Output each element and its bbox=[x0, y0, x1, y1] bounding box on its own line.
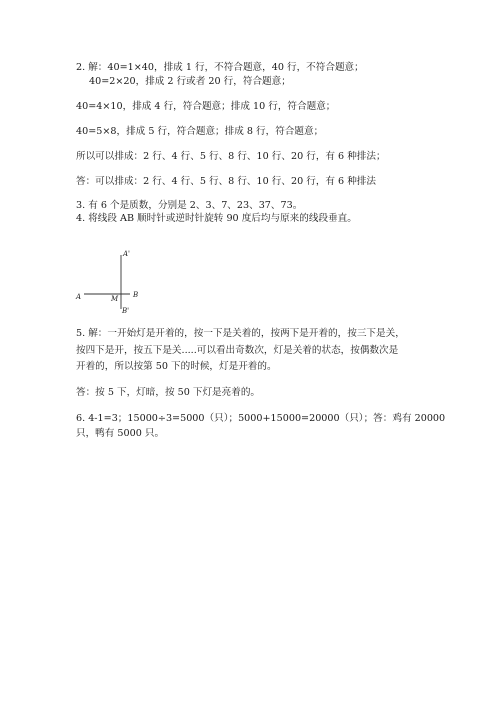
label-b: B bbox=[133, 291, 139, 299]
rotation-figure-svg bbox=[70, 243, 160, 318]
q5-line-3: 开着的，所以按第 50 下的时候，灯是开着的。 bbox=[76, 361, 277, 372]
q4-text: 4. 将线段 AB 顺时针或逆时针旋转 90 度后均与原来的线段垂直。 bbox=[76, 213, 357, 224]
q5-line-2: 按四下是开，按五下是关.....可以看出奇数次，灯是关着的状态，按偶数次是 bbox=[76, 345, 399, 356]
q2-line-2: 40=2×20，排成 2 行或者 20 行，符合题意； bbox=[89, 76, 291, 87]
label-b-prime: B' bbox=[122, 307, 130, 315]
q6-line-1: 6. 4-1=3；15000÷3=5000（只）；5000+15000=20000（只）；答：鸡有 20000 bbox=[76, 413, 446, 424]
q2-line-5: 所以可以排成：2 行、4 行、5 行、8 行、10 行、20 行，有 6 种排法； bbox=[76, 151, 386, 162]
rotation-figure bbox=[70, 243, 160, 318]
q5-line-1: 5. 解：一开始灯是开着的，按一下是关着的，按两下是开着的，按三下是关， bbox=[76, 328, 405, 339]
q2-line-4: 40=5×8，排成 5 行，符合题意；排成 8 行，符合题意； bbox=[76, 126, 324, 137]
q2-line-1: 2. 解：40=1×40，排成 1 行，不符合题意，40 行，不符合题意； bbox=[76, 62, 364, 73]
q5-answer: 答：按 5 下，灯暗，按 50 下灯是亮着的。 bbox=[76, 387, 261, 398]
q3-text: 3. 有 6 个是质数，分别是 2、3、7、23、37、73。 bbox=[76, 200, 303, 211]
q6-line-2: 只，鸭有 5000 只。 bbox=[76, 428, 165, 439]
q2-answer: 答：可以排成：2 行、4 行、5 行、8 行、10 行、20 行，有 6 种排法 bbox=[76, 176, 376, 187]
label-m: M bbox=[111, 295, 119, 303]
q2-line-3: 40=4×10，排成 4 行，符合题意；排成 10 行，符合题意； bbox=[76, 101, 336, 112]
label-a-prime: A' bbox=[123, 250, 130, 258]
label-a: A bbox=[76, 293, 82, 301]
